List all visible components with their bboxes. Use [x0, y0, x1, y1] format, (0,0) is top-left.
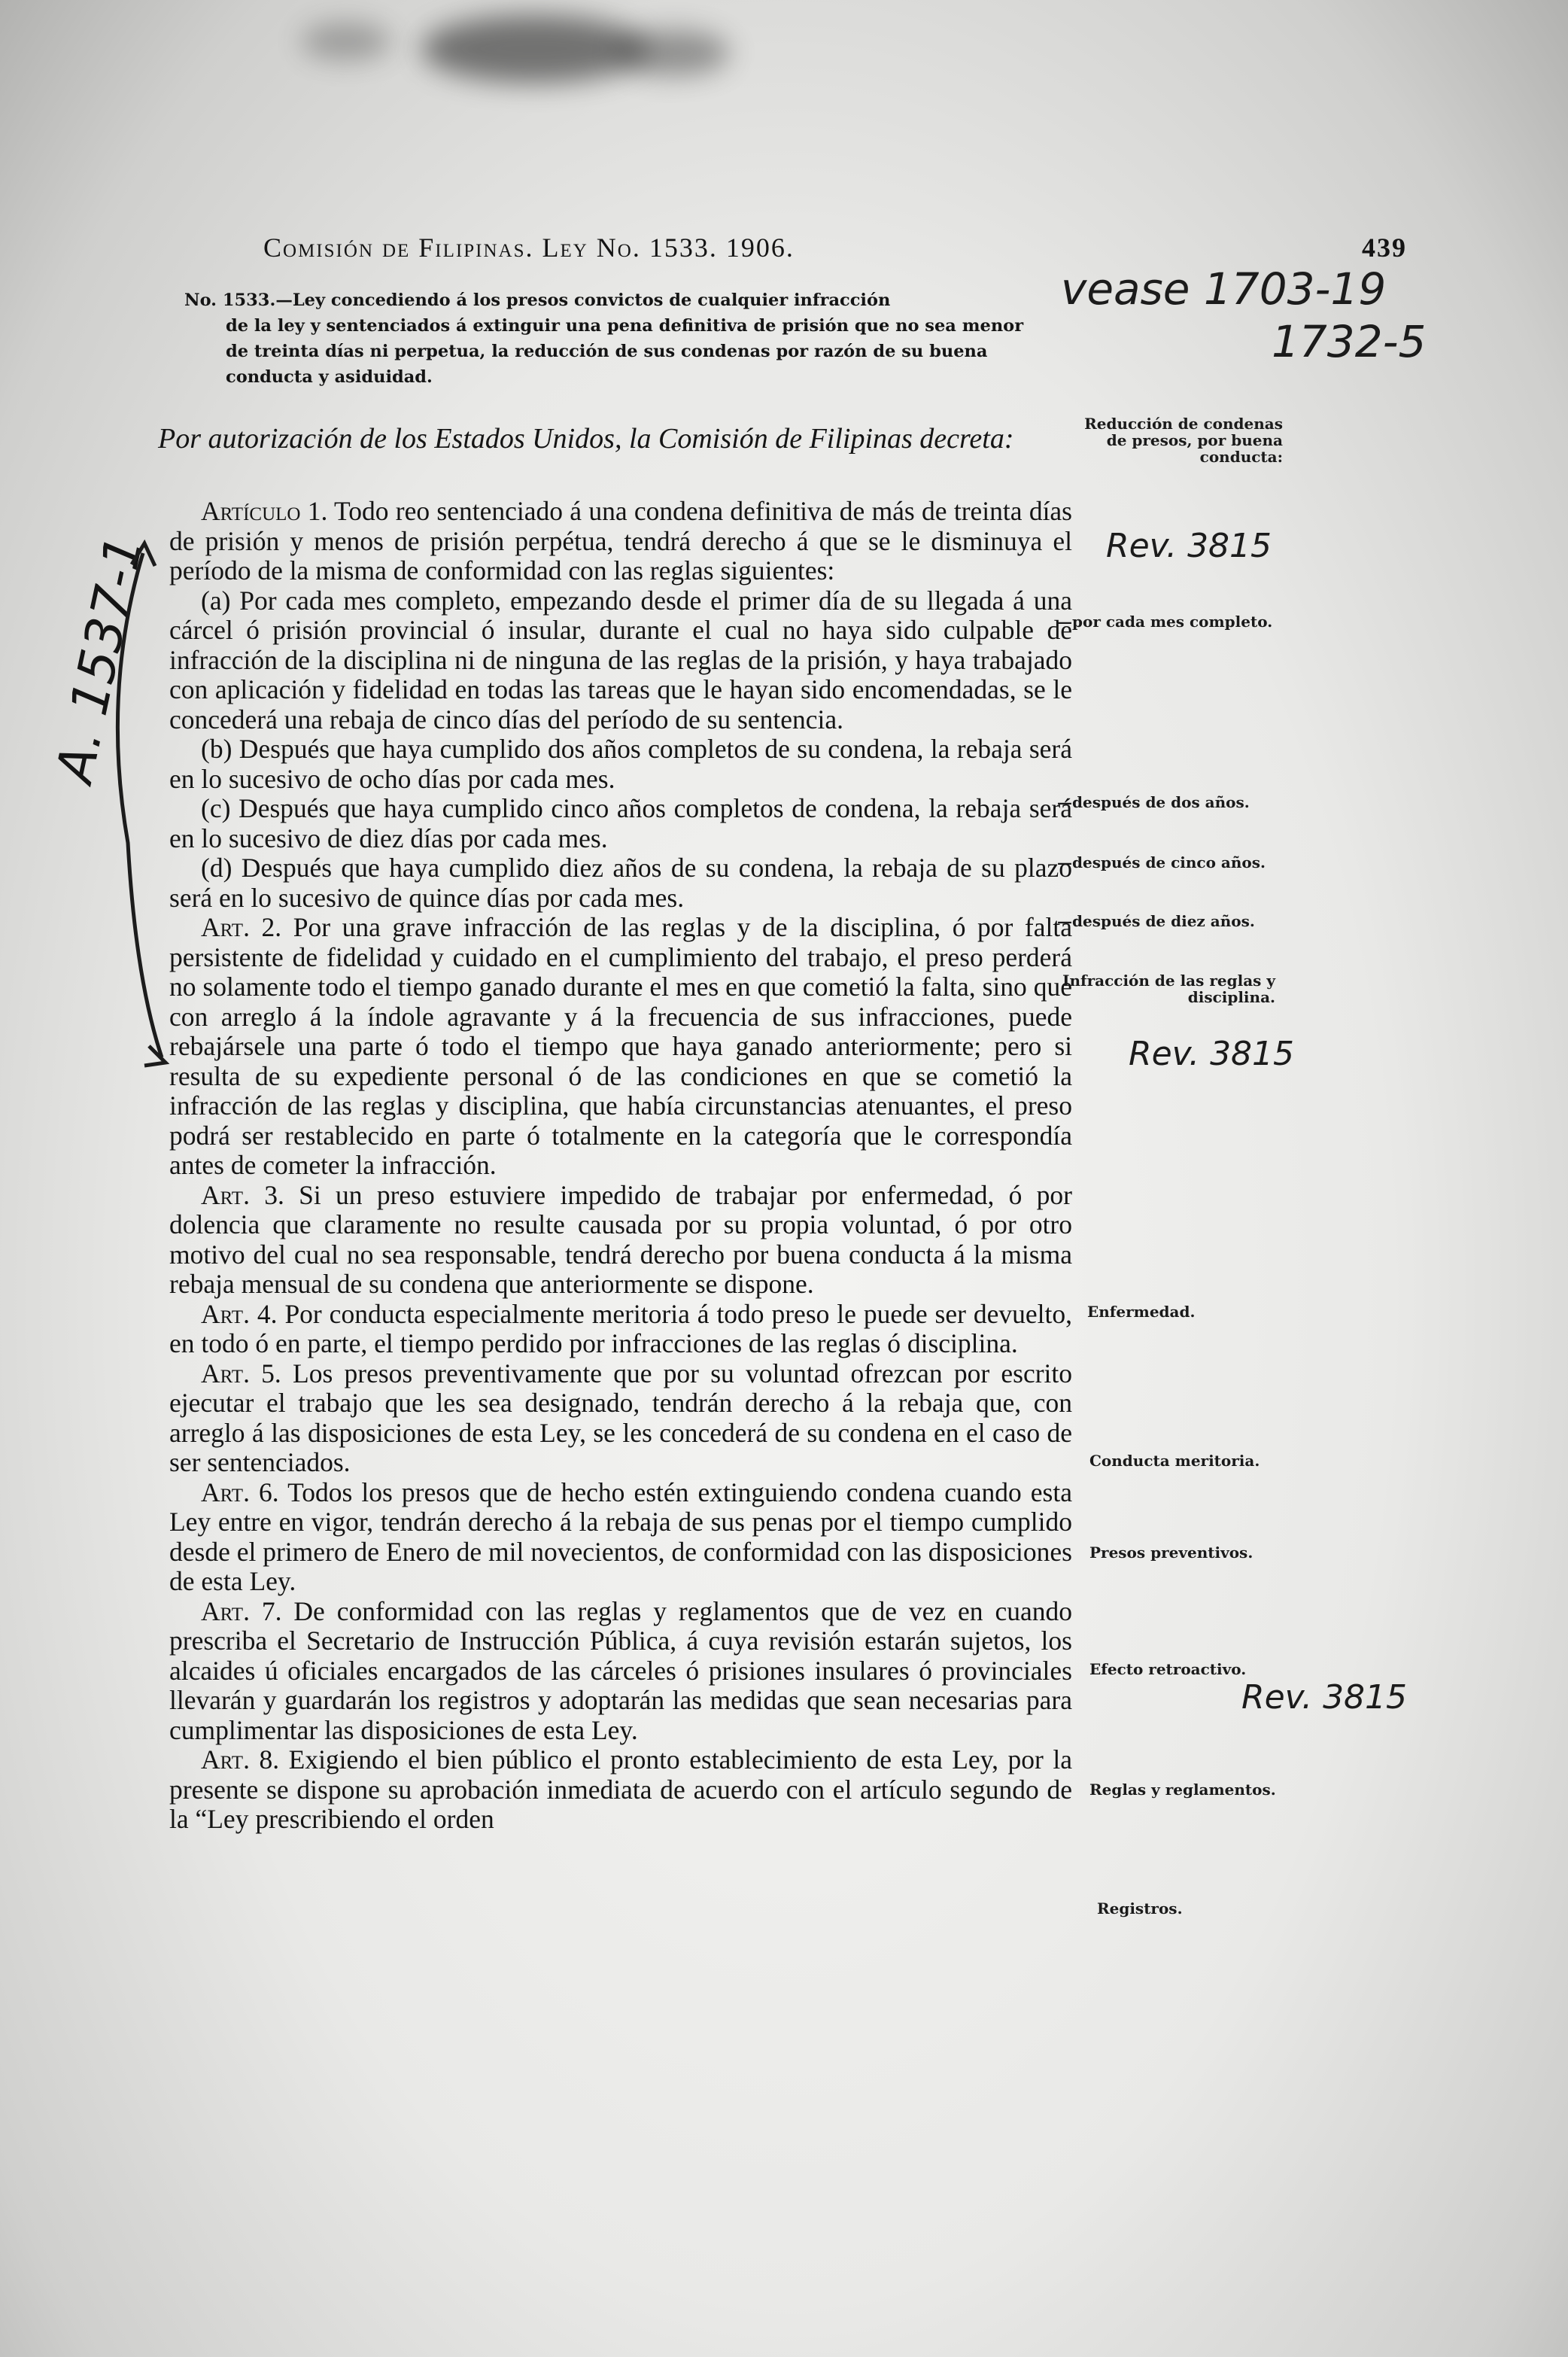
handwritten-annotation: A. 1537-1 [45, 531, 156, 788]
clause-b [169, 734, 1072, 794]
article-text: Los presos preventivamente que por su voluntad ofrezcan por escrito ejecutar el trabajo que les sea designado, tendrán derecho á la rebaja que, con arreglo á las disposiciones de esta Ley, se les concederá de su condena en el caso de ser sentenciados. [169, 1358, 1072, 1477]
article-label: (b) [201, 734, 232, 764]
article-text: Después que haya cumplido cinco años completos de condena, la rebaja será en lo sucesivo de diez días por cada mes. [169, 793, 1072, 853]
article-text: Todo reo sentenciado á una condena definitiva de más de treinta días de prisión y menos de prisión perpétua, tendrá derecho á que se le disminuya el período de la misma de conformidad con las reglas siguientes: [169, 496, 1072, 585]
article-6 [169, 1478, 1072, 1597]
handwritten-annotation: Rev. 3815 [1106, 527, 1272, 565]
margin-note: —después de diez años. [1057, 912, 1255, 930]
ink-smudge [421, 15, 647, 83]
margin-note: Infracción de las reglas y disciplina. [1062, 972, 1275, 1006]
article-text: Si un preso estuviere impedido de trabajar por enfermedad, ó por dolencia que claramente no resulte causada por su propia voluntad, ó por otro motivo del cual no sea responsable, tendrá derecho por buena conducta á la misma rebaja mensual de su condena que anteriormente se dispone. [169, 1179, 1072, 1299]
article-text: Después que haya cumplido diez años de su condena, la rebaja de su plazo será en lo sucesivo de quince días por cada mes. [169, 853, 1072, 913]
handwritten-annotation: Rev. 3815 [1241, 1678, 1408, 1717]
clause-c [169, 794, 1072, 853]
article-label: Art. 6. [201, 1477, 279, 1507]
ink-smudge [301, 23, 391, 60]
margin-note: —por cada mes completo. [1057, 613, 1273, 631]
margin-note: —después de dos años. [1057, 793, 1250, 811]
act-number: No. 1533. [184, 290, 276, 310]
article-5 [169, 1359, 1072, 1478]
article-text: De conformidad con las reglas y reglamentos que de vez en cuando prescriba el Secretario de Instrucción Pública, á cuya revisión estarán sujetos, los alcaides ú oficiales encargados de las cárceles ó prisiones insulares ó provinciales llevarán y guardarán los registros y adoptarán las medidas que sean necesarias para cumplimentar las disposiciones de esta Ley. [169, 1595, 1072, 1745]
margin-note: —después de cinco años. [1057, 853, 1266, 871]
clause-d [169, 853, 1072, 913]
handwritten-bracket-arrow [90, 527, 181, 1099]
article-label: Art. 4. [201, 1298, 278, 1329]
article-text: Después que haya cumplido dos años completos de su condena, la rebaja será en lo sucesivo de ocho días por cada mes. [169, 734, 1072, 794]
article-label: Art. 3. [201, 1179, 284, 1210]
margin-note: Reducción de condenas de presos, por buena conducta: [1084, 415, 1283, 466]
act-body [169, 497, 1072, 1835]
article-label: Art. 8. [201, 1744, 280, 1775]
handwritten-annotation: 1732-5 [1272, 316, 1427, 367]
act-title-line1: —Ley concediendo á los presos convictos de cualquier infracción [275, 290, 891, 310]
margin-note: Conducta meritoria. [1089, 1452, 1260, 1470]
margin-note: Reglas y reglamentos. [1089, 1781, 1276, 1799]
handwritten-annotation: vease 1703-19 [1061, 263, 1387, 315]
article-2 [169, 913, 1072, 1181]
article-text: Exigiendo el bien público el pronto establecimiento de esta Ley, por la presente se dispone su aprobación inmediata de acuerdo con el artículo segundo de la “Ley prescribiendo el orden [169, 1744, 1072, 1834]
article-label: (d) [201, 853, 232, 883]
handwritten-annotation: Rev. 3815 [1129, 1035, 1295, 1073]
margin-note: Efecto retroactivo. [1089, 1660, 1247, 1678]
ink-smudge [617, 30, 730, 75]
margin-note: Presos preventivos. [1089, 1543, 1253, 1562]
article-label: Artículo 1. [201, 496, 328, 526]
article-8 [169, 1745, 1072, 1835]
article-text: Por una grave infracción de las reglas y de la disciplina, ó por falta persistente de fidelidad y cuidado en el cumplimiento del trabajo, el preso perderá no solamente todo el tiempo ganado durante el mes en que cometió la falta, sino que con arreglo á la índole agravante y á la frecuencia de sus infracciones, puede rebajársele una parte ó todo el tiempo que haya ganado anteriormente; pero si resulta de su expediente personal ó de las condiciones en que se cometió la infracción de las reglas y disciplina, que había circunstancias atenuantes, el preso podrá ser restablecido en parte ó totalmente en la categoría que le correspondía antes de cometer la infracción. [169, 912, 1072, 1180]
article-7 [169, 1597, 1072, 1746]
margin-note: Registros. [1097, 1899, 1183, 1918]
article-label: Art. 7. [201, 1595, 282, 1626]
article-label: (a) [201, 585, 231, 616]
article-label: Art. 2. [201, 912, 282, 942]
page-number: 439 [1362, 233, 1407, 263]
running-title: Comisión de Filipinas. Ley No. 1533. 1906. [263, 233, 795, 263]
article-1 [169, 497, 1072, 586]
article-text: Todos los presos que de hecho estén extinguiendo condena cuando esta Ley entre en vigor, tendrán derecho á la rebaja de sus penas por el tiempo cumplido desde el primero de Enero de mil novecientos, de conformidad con las disposiciones de esta Ley. [169, 1477, 1072, 1596]
article-label: (c) [201, 793, 231, 823]
act-title [184, 287, 1050, 390]
clause-a [169, 586, 1072, 735]
article-3 [169, 1181, 1072, 1300]
article-4 [169, 1300, 1072, 1359]
article-label: Art. 5. [201, 1358, 281, 1388]
article-text: Por cada mes completo, empezando desde el primer día de su llegada á una cárcel ó prisión provincial ó insular, durante el cual no haya sido culpable de infracción de la disciplina ni de ninguna de las reglas de la prisión, y haya trabajado con aplicación y fidelidad en todas las tareas que le hayan sido encomendadas, se le concederá una rebaja de cinco días del período de su sentencia. [169, 585, 1072, 734]
enacting-clause: Por autorización de los Estados Unidos, la Comisión de Filipinas decreta: [158, 423, 1014, 455]
act-title-rest: de la ley y sentenciados á extinguir una pena definitiva de prisión que no sea menor de treinta días ni perpetua, la reducción de sus condenas por razón de su buena conducta y asiduidad. [226, 316, 1024, 387]
article-text: Por conducta especialmente meritoria á todo preso le puede ser devuelto, en todo ó en parte, el tiempo perdido por infracciones de las reglas ó disciplina. [169, 1298, 1072, 1358]
margin-note: Enfermedad. [1087, 1303, 1196, 1321]
